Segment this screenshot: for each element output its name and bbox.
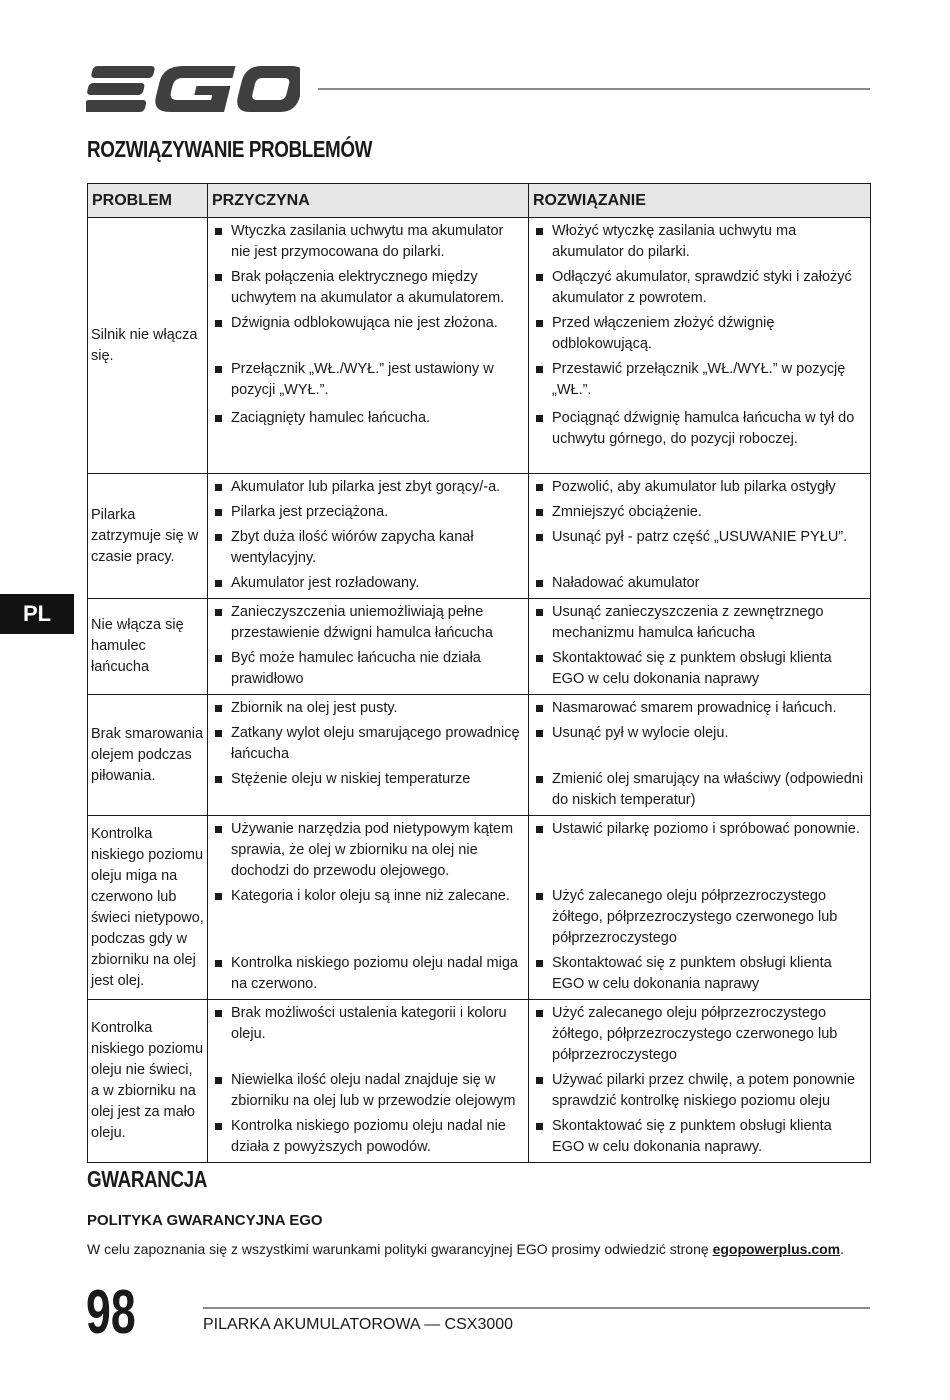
- warranty-text: W celu zapoznania się z wszystkimi warunkami polityki gwarancyjnej EGO prosimy odwiedzić stronę: [87, 1241, 713, 1257]
- warranty-text-end: .: [840, 1241, 845, 1257]
- cause-item: Brak możliwości ustalenia kategorii i koloru oleju.: [211, 1003, 525, 1045]
- solution-item: Odłączyć akumulator, sprawdzić styki i założyć akumulator z powrotem.: [532, 267, 867, 309]
- cause-item: Kategoria i kolor oleju są inne niż zalecane.: [211, 886, 525, 907]
- warranty-link[interactable]: egopowerplus.com: [712, 1241, 841, 1257]
- solution-item: Usunąć pył w wylocie oleju.: [532, 723, 867, 744]
- solution-item: Skontaktować się z punktem obsługi klienta EGO w celu dokonania naprawy: [532, 953, 867, 995]
- warranty-subtitle: POLITYKA GWARANCYJNA EGO: [87, 1212, 323, 1229]
- solution-item: Użyć zalecanego oleju półprzezroczystego żółtego, półprzezroczystego czerwonego lub półprzezroczystego: [532, 886, 867, 949]
- cause-item: Zanieczyszczenia uniemożliwiają pełne przestawienie dźwigni hamulca łańcucha: [211, 602, 525, 644]
- problem-cell: Kontrolka niskiego poziomu oleju nie świeci, a w zbiorniku na olej jest za mało oleju.: [88, 1000, 208, 1163]
- solution-item: Skontaktować się z punktem obsługi klienta EGO w celu dokonania naprawy.: [532, 1116, 867, 1158]
- table-row: [88, 218, 871, 474]
- logo-text: EGO: [86, 64, 89, 65]
- cause-item: Pilarka jest przeciążona.: [211, 502, 525, 523]
- problem-cell: Pilarka zatrzymuje się w czasie pracy.: [88, 474, 208, 599]
- solution-item: Używać pilarki przez chwilę, a potem ponownie sprawdzić kontrolkę niskiego poziomu oleju: [532, 1070, 867, 1112]
- solution-item: Naładować akumulator: [532, 573, 867, 594]
- solution-item: Zmniejszyć obciążenie.: [532, 502, 867, 523]
- solution-item: Nasmarować smarem prowadnicę i łańcuch.: [532, 698, 867, 719]
- cause-item: Wtyczka zasilania uchwytu ma akumulator nie jest przymocowana do pilarki.: [211, 221, 525, 263]
- footer-rule: [203, 1307, 870, 1309]
- cause-item: Brak połączenia elektrycznego między uchwytem na akumulator a akumulatorem.: [211, 267, 525, 309]
- problem-cell: Kontrolka niskiego poziomu oleju miga na czerwono lub świeci nietypowo, podczas gdy w zbiorniku na olej jest olej.: [88, 816, 208, 1000]
- solution-item: Skontaktować się z punktem obsługi klienta EGO w celu dokonania naprawy: [532, 648, 867, 690]
- solution-item: Użyć zalecanego oleju półprzezroczystego żółtego, półprzezroczystego czerwonego lub półprzezroczystego: [532, 1003, 867, 1066]
- column-header-cause: PRZYCZYNA: [208, 184, 529, 218]
- column-header-solution: ROZWIĄZANIE: [529, 184, 871, 218]
- ego-logo: [86, 64, 300, 114]
- solution-item: Przed włączeniem złożyć dźwignię odblokowującą.: [532, 313, 867, 355]
- cause-item: Akumulator lub pilarka jest zbyt gorący/-a.: [211, 477, 525, 498]
- solution-cell: [529, 218, 871, 474]
- cause-cell: [208, 218, 529, 474]
- problem-cell: Brak smarowania olejem podczas piłowania.: [88, 695, 208, 816]
- cause-cell: [208, 599, 529, 695]
- solution-item: Włożyć wtyczkę zasilania uchwytu ma akumulator do pilarki.: [532, 221, 867, 263]
- cause-cell: [208, 1000, 529, 1163]
- page-number: 98: [86, 1278, 136, 1347]
- cause-item: Stężenie oleju w niskiej temperaturze: [211, 769, 525, 790]
- column-header-problem: PROBLEM: [88, 184, 208, 218]
- solution-item: Pociągnąć dźwignię hamulca łańcucha w tył do uchwytu górnego, do pozycji roboczej.: [532, 408, 867, 450]
- cause-cell: [208, 695, 529, 816]
- solution-cell: [529, 816, 871, 1000]
- cause-item: Przełącznik „WŁ./WYŁ.” jest ustawiony w pozycji „WYŁ.”.: [211, 359, 525, 401]
- cause-item: Kontrolka niskiego poziomu oleju nadal miga na czerwono.: [211, 953, 525, 995]
- cause-item: Dźwignia odblokowująca nie jest złożona.: [211, 313, 525, 334]
- language-tab: PL: [0, 594, 74, 634]
- troubleshooting-title: ROZWIĄZYWANIE PROBLEMÓW: [87, 136, 372, 162]
- header-rule: [318, 88, 870, 90]
- solution-cell: [529, 695, 871, 816]
- warranty-title: GWARANCJA: [87, 1166, 207, 1192]
- solution-cell: [529, 1000, 871, 1163]
- warranty-paragraph: [87, 1241, 844, 1257]
- table-row: [88, 474, 871, 599]
- cause-item: Być może hamulec łańcucha nie działa prawidłowo: [211, 648, 525, 690]
- cause-item: Używanie narzędzia pod nietypowym kątem sprawia, że olej w zbiorniku na olej nie dochodzi do przewodu olejowego.: [211, 819, 525, 882]
- table-row: [88, 816, 871, 1000]
- solution-cell: [529, 474, 871, 599]
- cause-item: Zbiornik na olej jest pusty.: [211, 698, 525, 719]
- cause-cell: [208, 816, 529, 1000]
- cause-item: Akumulator jest rozładowany.: [211, 573, 525, 594]
- cause-item: Zaciągnięty hamulec łańcucha.: [211, 408, 525, 429]
- solution-item: Przestawić przełącznik „WŁ./WYŁ.” w pozycję „WŁ.”.: [532, 359, 867, 401]
- cause-item: Zatkany wylot oleju smarującego prowadnicę łańcucha: [211, 723, 525, 765]
- solution-item: Usunąć zanieczyszczenia z zewnętrznego mechanizmu hamulca łańcucha: [532, 602, 867, 644]
- footer-title: PILARKA AKUMULATOROWA — CSX3000: [203, 1316, 514, 1333]
- solution-cell: [529, 599, 871, 695]
- cause-cell: [208, 474, 529, 599]
- problem-cell: Silnik nie włącza się.: [88, 218, 208, 474]
- solution-item: Pozwolić, aby akumulator lub pilarka ostygły: [532, 477, 867, 498]
- problem-cell: Nie włącza się hamulec łańcucha: [88, 599, 208, 695]
- troubleshooting-table: [87, 183, 871, 1163]
- solution-item: Usunąć pył - patrz część „USUWANIE PYŁU”.: [532, 527, 867, 548]
- table-row: [88, 695, 871, 816]
- table-header-row: [88, 184, 871, 218]
- cause-item: Zbyt duża ilość wiórów zapycha kanał wentylacyjny.: [211, 527, 525, 569]
- table-row: [88, 599, 871, 695]
- cause-item: Kontrolka niskiego poziomu oleju nadal nie działa z powyższych powodów.: [211, 1116, 525, 1158]
- solution-item: Ustawić pilarkę poziomo i spróbować ponownie.: [532, 819, 867, 840]
- table-row: [88, 1000, 871, 1163]
- cause-item: Niewielka ilość oleju nadal znajduje się w zbiorniku na olej lub w przewodzie olejowym: [211, 1070, 525, 1112]
- solution-item: Zmienić olej smarujący na właściwy (odpowiedni do niskich temperatur): [532, 769, 867, 811]
